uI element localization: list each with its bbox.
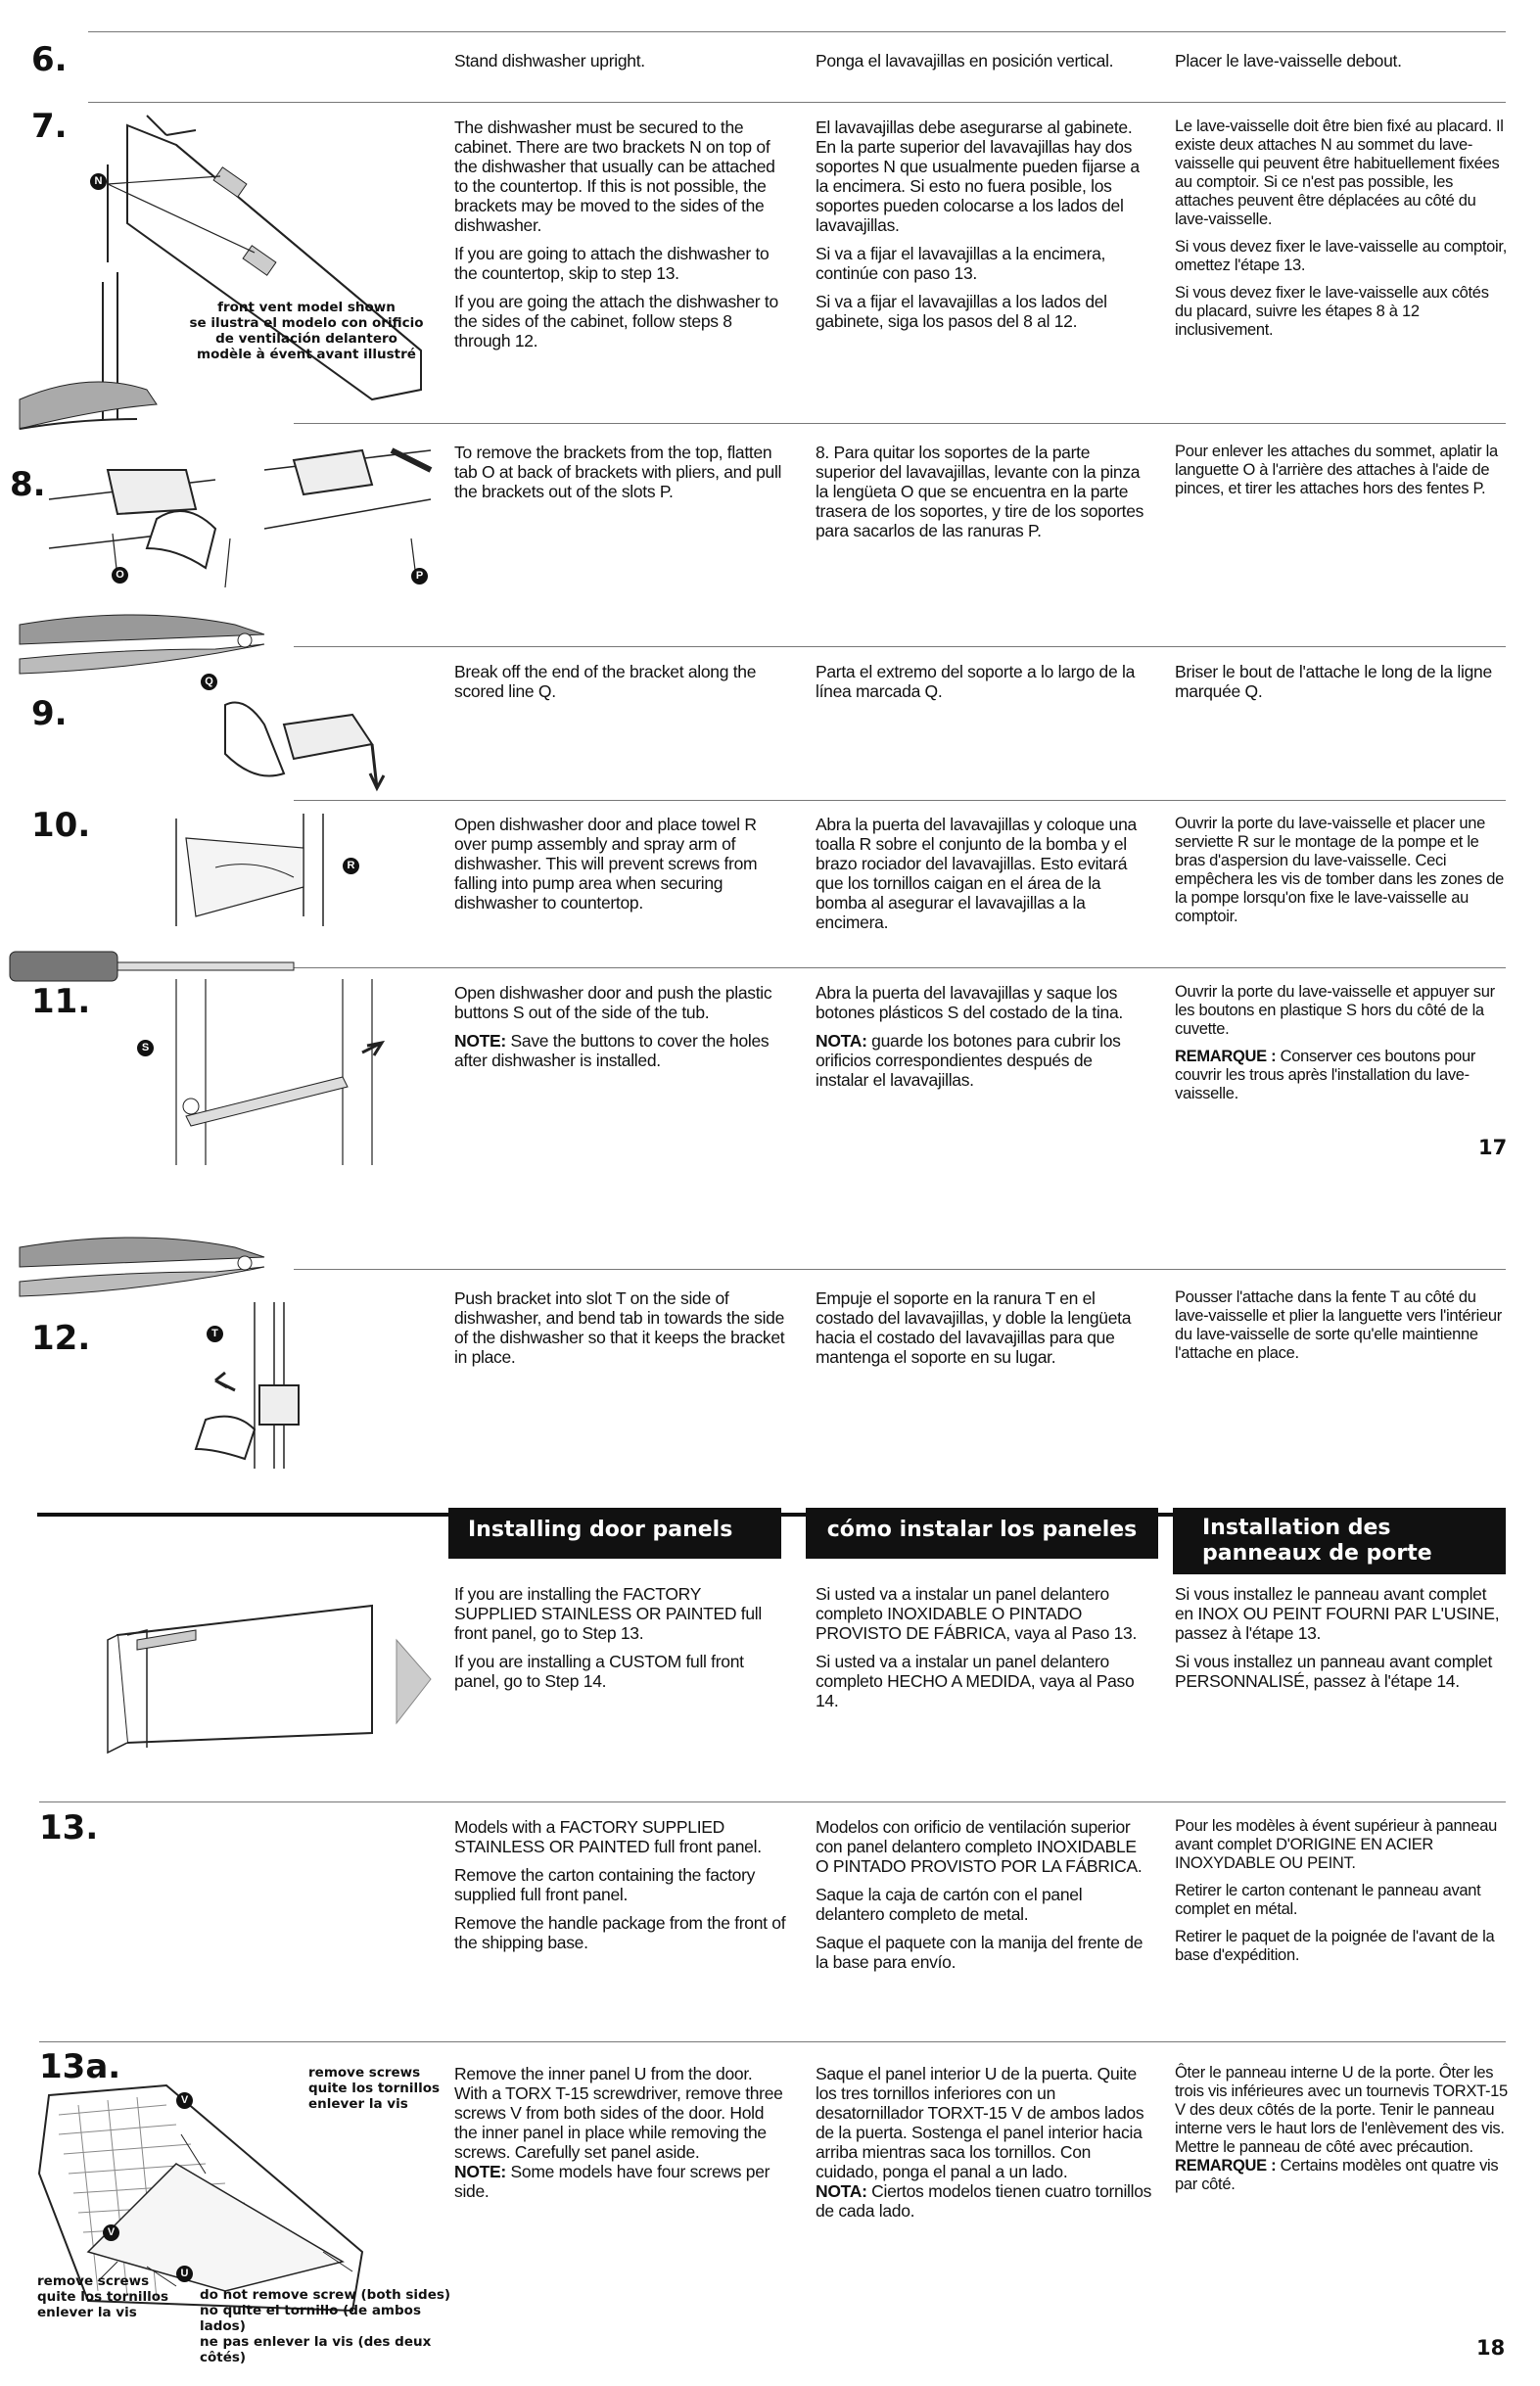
step13a-en: Remove the inner panel U from the door. With a TORX T-15 screwdriver, remove three screws V from both sides of the door. Hold the inner panel in place while removing the screws. Carefully set panel aside. NOTE: Some models have four screws per side. [454, 2064, 783, 2201]
step-number: 11. [31, 982, 91, 1021]
page-number: 18 [1476, 2336, 1506, 2360]
step6-en: Stand dishwasher upright. [454, 51, 645, 70]
step13a-fr: Ôter le panneau interne U de la porte. Ôter les trois vis inférieures avec un tournevis TORXT-15 V des deux côtés de la porte. Tenir le panneau interne vers le haut lors de l'enlèvement des vis. Mettre le panneau de côté avec précaution. REMARQUE : Certains modèles ont quatre vis par côté. [1175, 2064, 1508, 2193]
dishwasher-top-illustration [20, 106, 450, 458]
panels-fr: Si vous installez le panneau avant complet en INOX OU PEINT FOURNI PAR L'USINE, passez à l'étape 13. Si vous installez un panneau avant complet PERSONNALISÉ, passez à l'étape 14. [1175, 1584, 1500, 1691]
pliers-bracket-illustration [39, 431, 450, 607]
label-do-not-remove-screw: do not remove screw (both sides) no quite el tornillo (de ambos lados) ne pas enlever la vis (des deux côtés) [200, 2287, 451, 2365]
step9-fr: Briser le bout de l'attache le long de la ligne marquée Q. [1175, 662, 1492, 701]
section-heading-fr: Installation des panneaux de porte [1173, 1508, 1506, 1574]
callout-V: V [176, 2092, 193, 2109]
step12-fr: Pousser l'attache dans la fente T au côté du lave-vaisselle et plier la languette vers l'intérieur du lave-vaisselle de sorte qu'elle maintienne l'attache en place. [1175, 1288, 1502, 1362]
callout-N: N [90, 173, 107, 190]
divider [88, 31, 1506, 32]
callout-S: S [137, 1040, 154, 1056]
step11-en: Open dishwasher door and push the plastic buttons S out of the side of the tub. NOTE: Save the buttons to cover the holes after dishwasher is installed. [454, 983, 772, 1070]
step11-fr: Ouvrir la porte du lave-vaisselle et appuyer sur les boutons en plastique S hors du côté de la cuvette. REMARQUE : Conserver ces boutons pour couvrir les trous après l'installation du lave-vaisselle. [1175, 983, 1495, 1102]
callout-O: O [112, 567, 128, 584]
divider [88, 102, 1506, 103]
section-heading-es: cómo instalar los paneles [806, 1508, 1158, 1559]
callout-V: V [103, 2224, 119, 2241]
callout-U: U [176, 2266, 193, 2282]
divider [39, 1801, 1506, 1802]
step-number: 6. [31, 40, 68, 79]
step-number: 12. [31, 1319, 91, 1358]
step13-en: Models with a FACTORY SUPPLIED STAINLESS OR PAINTED full front panel. Remove the carton containing the factory supplied full front panel. Remove the handle package from the front of the shipping base. [454, 1817, 786, 1952]
bracket-slot-illustration [176, 1292, 372, 1469]
step10-en: Open dishwasher door and place towel R over pump assembly and spray arm of dishwasher. This will prevent screws from falling into pump area when securing dishwasher to countertop. [454, 815, 758, 912]
label-remove-screws: remove screws quite los tornillos enlever la vis [308, 2065, 441, 2112]
step-number: 13a. [39, 2047, 121, 2086]
step-number: 8. [10, 465, 46, 504]
step7-fr: Le lave-vaisselle doit être bien fixé au placard. Il existe deux attaches N au sommet du lave-vaisselle qui peuvent être habituellement fixées au comptoir. Si ce n'est pas possible, les attaches peuvent être déplacées au côté du lave-vaisselle. Si vous devez fixer le lave-vaisselle au comptoir, omettez l'étape 13. Si vous devez fixer le lave-vaisselle aux côtés du placard, suivre les étapes 8 à 12 inclusivement. [1175, 117, 1507, 339]
divider [294, 423, 1506, 424]
door-panel-illustration [108, 1586, 431, 1753]
step8-fr: Pour enlever les attaches du sommet, aplatir la languette O à l'arrière des attaches à l'aide de pinces, et tirer les attaches hors des fentes P. [1175, 443, 1498, 497]
step7-es: El lavavajillas debe asegurarse al gabinete. En la parte superior del lavavajillas hay dos soportes N que usualmente pueden fijarse a la encimera. Si esto no fuera posible, los soportes pueden colocarse a los lados del lavavajillas. Si va a fijar el lavavajillas a la encimera, continúe con paso 13. Si va a fijar el lavavajillas a los lados del gabinete, siga los pasos del 8 al 12. [816, 117, 1140, 331]
section-heading-en: Installing door panels [448, 1508, 781, 1559]
step13a-es: Saque el panel interior U de la puerta. Quite los tres tornillos inferiores con un desatornillador TORXT-15 V de ambos lados de la puerta. Sostenga el panel interior hacia arriba mientras saca los tornillos. Con cuidado, ponga el panal a un lado. NOTA: Ciertos modelos tienen cuatro tornillos de cada lado. [816, 2064, 1152, 2221]
step-number: 13. [39, 1808, 99, 1848]
figure-caption: front vent model shown se ilustra el modelo con orificio de ventilación delantero modèle à évent avant illustré [189, 300, 424, 362]
step13-es: Modelos con orificio de ventilación superior con panel delantero completo INOXIDABLE O PINTADO PROVISTO POR LA FÁBRICA. Saque la caja de cartón con el panel delantero completo de metal. Saque el paquete con la manija del frente de la base para envío. [816, 1817, 1143, 1972]
step8-es: 8. Para quitar los soportes de la parte superior del lavavajillas, levante con la pinza la lengüeta O que se encuentra en la parte trasera de los soportes, y tire de los soportes para sacarlos de las ranuras P. [816, 443, 1144, 540]
divider [294, 646, 1506, 647]
divider [294, 967, 1506, 968]
divider [294, 800, 1506, 801]
step-number: 10. [31, 806, 91, 845]
step9-en: Break off the end of the bracket along the scored line Q. [454, 662, 757, 701]
callout-Q: Q [201, 674, 217, 690]
towel-tub-illustration [157, 809, 352, 936]
panels-en: If you are installing the FACTORY SUPPLIED STAINLESS OR PAINTED full front panel, go to Step 13. If you are installing a CUSTOM full front panel, go to Step 14. [454, 1584, 762, 1691]
step11-es: Abra la puerta del lavavajillas y saque los botones plásticos S del costado de la tina. NOTA: guarde los botones para cubrir los orificios correspondientes después de instalar el lavavajillas. [816, 983, 1123, 1090]
step6-es: Ponga el lavavajillas en posición vertical. [816, 51, 1114, 70]
divider [294, 1269, 1506, 1270]
step6-fr: Placer le lave-vaisselle debout. [1175, 51, 1402, 70]
callout-P: P [411, 568, 428, 585]
step-number: 9. [31, 694, 68, 733]
break-bracket-illustration [206, 666, 401, 803]
callout-R: R [343, 858, 359, 874]
step9-es: Parta el extremo del soporte a lo largo de la línea marcada Q. [816, 662, 1135, 701]
step12-en: Push bracket into slot T on the side of dishwasher, and bend tab in towards the side of the dishwasher so that it keeps the bracket in place. [454, 1288, 785, 1367]
step8-en: To remove the brackets from the top, flatten tab O at back of brackets with pliers, and pull the brackets out of the slots P. [454, 443, 782, 501]
panels-es: Si usted va a instalar un panel delantero completo INOXIDABLE O PINTADO PROVISTO DE FÁBRICA, vaya al Paso 13. Si usted va a instalar un panel delantero completo HECHO A MEDIDA, vaya al Paso 14. [816, 1584, 1138, 1710]
step-number: 7. [31, 107, 68, 146]
push-buttons-illustration [147, 969, 401, 1165]
step13-fr: Pour les modèles à évent supérieur à panneau avant complet D'ORIGINE EN ACIER INOXYDABLE OU PEINT. Retirer le carton contenant le panneau avant complet en métal. Retirer le paquet de la poignée de l'avant de la base d'expédition. [1175, 1817, 1497, 1964]
step7-en: The dishwasher must be secured to the cabinet. There are two brackets N on top of the dishwasher that usually can be attached to the countertop. If this is not possible, the brackets may be moved to the sides of the dishwasher. If you are going to attach the dishwasher to the countertop, skip to step 13. If you are going the attach the dishwasher to the sides of the cabinet, follow steps 8 through 12. [454, 117, 778, 351]
step10-fr: Ouvrir la porte du lave-vaisselle et placer une serviette R sur le montage de la pompe et le bras d'aspersion du lave-vaisselle. Ceci empêchera les vis de tomber dans les zones de la pompe lorsqu'on fixe le lave-vaisselle au comptoir. [1175, 815, 1504, 925]
divider [39, 2041, 1506, 2042]
callout-T: T [207, 1326, 223, 1342]
step10-es: Abra la puerta del lavavajillas y coloque una toalla R sobre el conjunto de la bomba y el brazo rociador del lavavajillas. Esto evitará que los tornillos caigan en el área de la bomba al asegurar el lavavajillas a la encimera. [816, 815, 1137, 932]
page-number: 17 [1478, 1136, 1508, 1159]
label-remove-screws: remove screws quite los tornillos enlever la vis [37, 2273, 169, 2320]
step12-es: Empuje el soporte en la ranura T en el costado del lavavajillas, y doble la lengüeta hacia el costado del lavavajillas para que mantenga el soporte en su lugar. [816, 1288, 1132, 1367]
